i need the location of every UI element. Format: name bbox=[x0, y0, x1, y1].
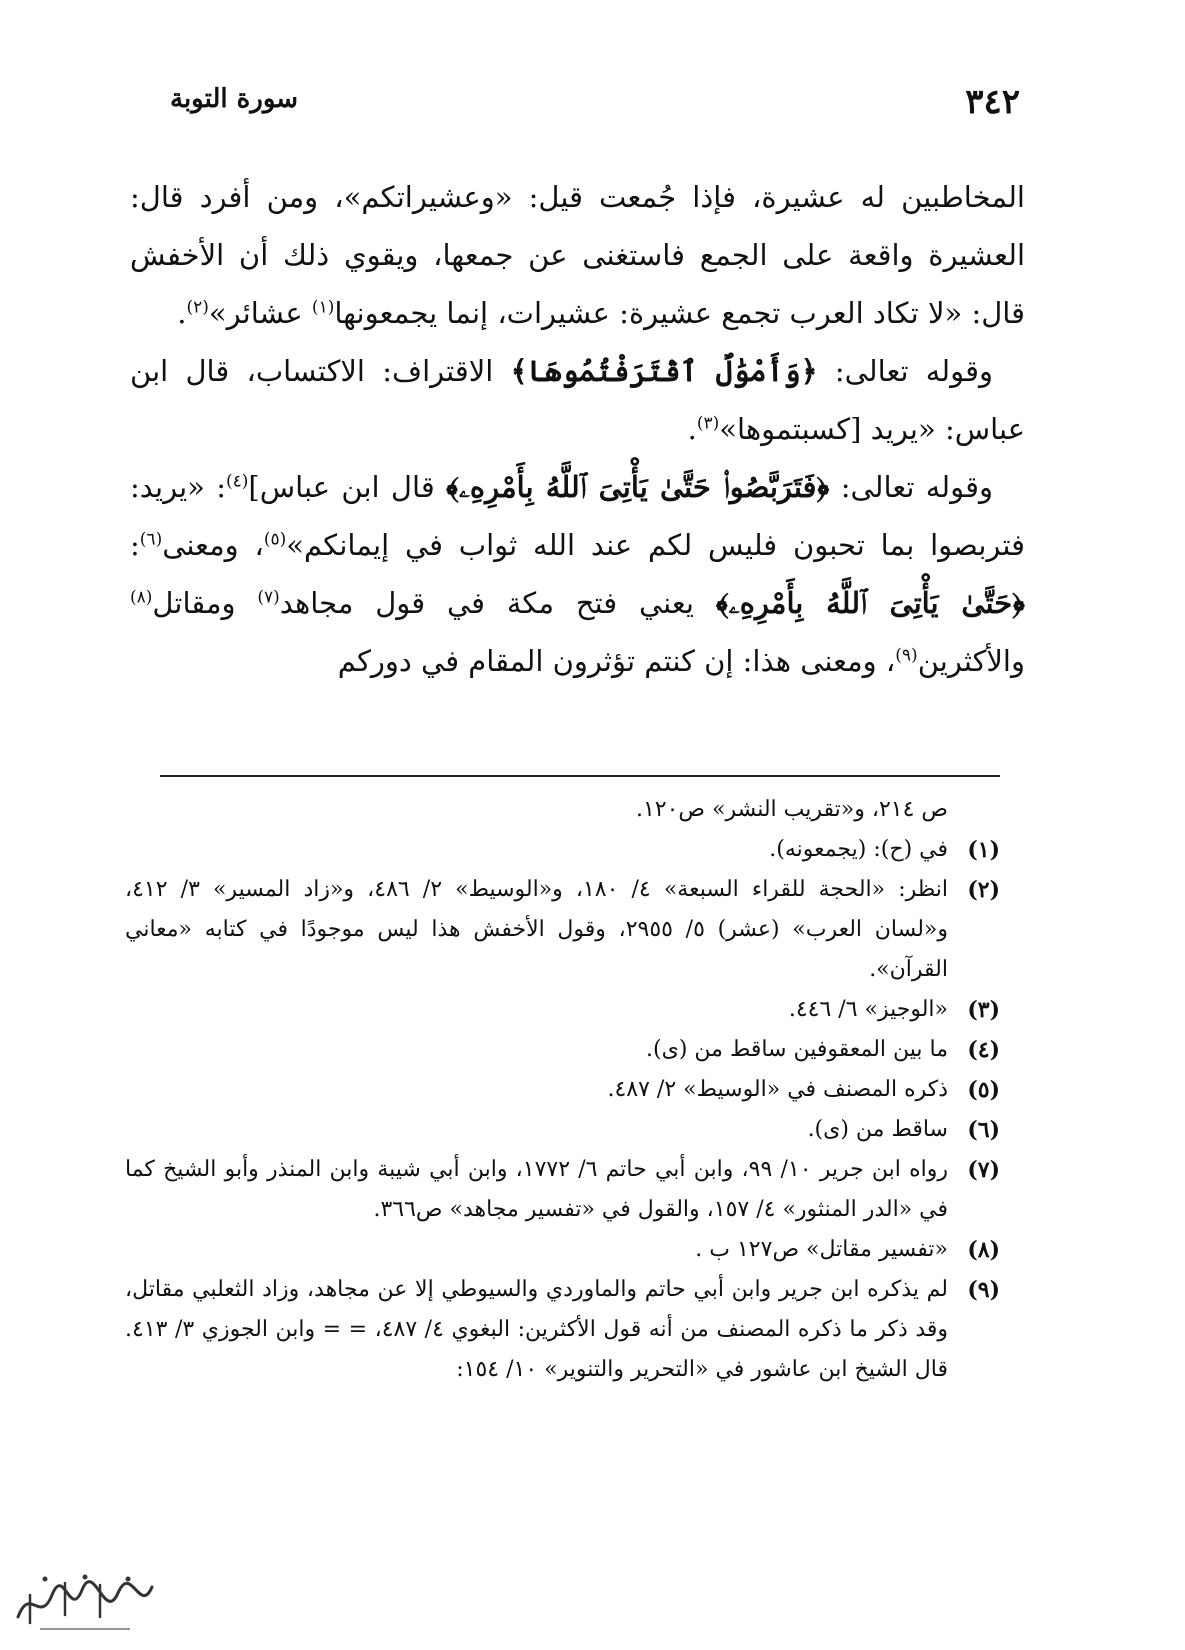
footnote-ref[interactable]: (٨) bbox=[130, 587, 153, 608]
footnotes bbox=[125, 790, 1000, 1390]
footnote-number: (٥) bbox=[967, 1077, 1000, 1103]
footnote-text: لم يذكره ابن جرير وابن أبي حاتم والماوردي والسيوطي إلا عن مجاهد، وزاد الثعلبي مقاتل، وقد ذكر ما ذكره المصنف من أنه قول الأكثرين: البغوي ٤/ ٤٨٧، = = وابن الجوزي ٣/ ٤١٣. قال الشيخ ابن عاشور في «التحرير والتنوير» ١٠/ ١٥٤: bbox=[125, 1277, 949, 1382]
footnote-text: انظر: «الحجة للقراء السبعة» ٤/ ١٨٠، و«الوسيط» ٢/ ٤٨٦، و«زاد المسير» ٣/ ٤١٢، و«لسان العرب» (عشر) ٥/ ٢٩٥٥، وقول الأخفش هذا ليس موجودًا في كتابه «معاني القرآن». bbox=[125, 877, 949, 982]
text-run: وقوله تعالى: bbox=[817, 354, 993, 388]
footnote-item bbox=[125, 1110, 1000, 1150]
footnote-text: «تفسير مقاتل» ص١٢٧ ب . bbox=[695, 1237, 948, 1262]
watermark-logo bbox=[10, 1565, 160, 1635]
text-run: الاقتراف: الاكتساب، قال ابن عباس: «يريد [كسبتموها» bbox=[130, 354, 1025, 446]
page-header bbox=[170, 82, 1020, 132]
text-run: : bbox=[130, 528, 140, 562]
calligraphy-logo-icon bbox=[10, 1565, 160, 1635]
footnote-text: في (ح): (يجمعونه). bbox=[769, 837, 948, 862]
footnote-number: (٧) bbox=[967, 1157, 1000, 1183]
footnote-number: (٤) bbox=[967, 1037, 1000, 1063]
text-run: : «يريد: فتربصوا بما تحبون فليس لكم عند الله ثواب في إيمانكم» bbox=[130, 470, 1025, 562]
footnote-item bbox=[125, 1270, 1000, 1390]
footnote-number: (٩) bbox=[967, 1277, 1000, 1303]
footnote-number: (٨) bbox=[967, 1237, 1000, 1263]
quran-verse: ﴿وَأَمْوَٰلٌ ٱقْتَرَفْتُمُوهَا﴾ bbox=[510, 354, 818, 388]
footnote-text: «الوجيز» ٦/ ٤٤٦. bbox=[788, 997, 948, 1022]
text-run: . bbox=[687, 412, 697, 446]
footnote-divider bbox=[160, 775, 1000, 777]
text-run: وقوله تعالى: bbox=[829, 470, 993, 504]
text-run: ومقاتل bbox=[152, 586, 258, 620]
text-run: . bbox=[177, 296, 187, 330]
page-number: ٣٤٢ bbox=[965, 82, 1020, 122]
footnote-number: (٢) bbox=[967, 877, 1000, 903]
paragraph-3 bbox=[130, 458, 1025, 690]
text-run: قال ابن عباس] bbox=[248, 470, 447, 504]
footnote-ref[interactable]: (٦) bbox=[139, 529, 163, 550]
footnote-ref[interactable]: (٢) bbox=[186, 297, 209, 318]
footnote-ref[interactable]: (٥) bbox=[263, 529, 287, 550]
paragraph-1 bbox=[130, 168, 1025, 342]
footnote-item bbox=[125, 1230, 1000, 1270]
footnote-number: (٣) bbox=[967, 997, 1000, 1023]
footnote-number: (١) bbox=[967, 837, 1000, 863]
quran-verse: ﴿حَتَّىٰ يَأْتِىَ ٱللَّهُ بِأَمْرِهِۦ﴾ bbox=[715, 586, 1026, 620]
footnote-ref[interactable]: (٣) bbox=[696, 413, 720, 434]
text-run: المخاطبين له عشيرة، فإذا جُمعت قيل: «وعشيراتكم»، ومن أفرد قال: العشيرة واقعة على الجمع فاستغنى عن جمعها، ويقوي ذلك أن الأخفش قال: «لا تكاد العرب تجمع عشيرة: عشيرات، إنما يجمعونها bbox=[130, 180, 1025, 330]
footnote-text: رواه ابن جرير ١٠/ ٩٩، وابن أبي حاتم ٦/ ١٧٧٢، وابن أبي شيبة وابن المنذر وأبو الشيخ كما في «الدر المنثور» ٤/ ١٥٧، والقول في «تفسير مجاهد» ص٣٦٦. bbox=[125, 1157, 949, 1222]
main-text bbox=[130, 168, 1025, 690]
text-run: ، ومعنى bbox=[162, 528, 264, 562]
footnote-ref[interactable]: (٧) bbox=[257, 587, 280, 608]
quran-verse: ﴿فَتَرَبَّصُوا۟ حَتَّىٰ يَأْتِىَ ٱللَّهُ بِأَمْرِهِۦ﴾ bbox=[446, 470, 830, 504]
footnote-item bbox=[125, 990, 1000, 1030]
footnote-item bbox=[125, 830, 1000, 870]
footnote-ref[interactable]: (٤) bbox=[226, 471, 249, 492]
footnote-item bbox=[125, 1150, 1000, 1230]
text-run: والأكثرين bbox=[917, 644, 1025, 678]
text-run: عشائر» bbox=[208, 296, 312, 330]
footnote-item bbox=[125, 870, 1000, 990]
footnote-text: ذكره المصنف في «الوسيط» ٢/ ٤٨٧. bbox=[607, 1077, 948, 1102]
footnote-text: ساقط من (ى). bbox=[807, 1117, 948, 1142]
footnote-continuation: ص ٢١٤، و«تقريب النشر» ص١٢٠. bbox=[635, 797, 948, 822]
footnote-number: (٦) bbox=[967, 1117, 1000, 1143]
footnote-item bbox=[125, 1070, 1000, 1110]
text-run: يعني فتح مكة في قول مجاهد bbox=[279, 586, 716, 620]
footnote-text: ما بين المعقوفين ساقط من (ى). bbox=[646, 1037, 948, 1062]
footnote-ref[interactable]: (١) bbox=[311, 297, 335, 318]
paragraph-2 bbox=[130, 342, 1025, 458]
running-title: سورة التوبة bbox=[170, 84, 299, 114]
footnote-item bbox=[125, 1030, 1000, 1070]
footnote-ref[interactable]: (٩) bbox=[895, 645, 918, 666]
text-run: ، ومعنى هذا: إن كنتم تؤثرون المقام في دوركم bbox=[337, 644, 896, 678]
